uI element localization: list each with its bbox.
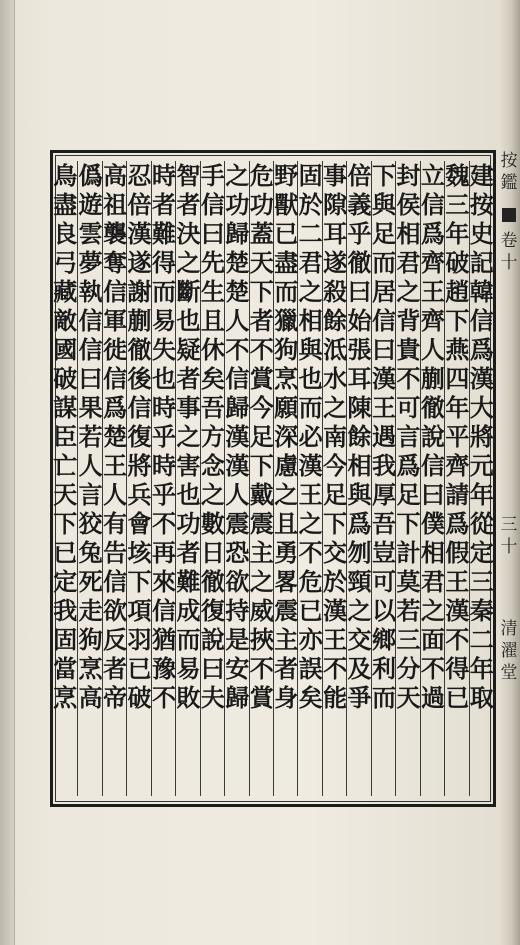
- text-column: [102, 161, 127, 796]
- column-text: 立信爲齊王齊人蒯徹說信曰僕相君之面不過: [420, 161, 445, 712]
- center-fold-margin: [498, 150, 520, 807]
- column-text: 高祖襲奪信軍徙信爲楚王人有告信欲反者帝: [103, 161, 128, 712]
- text-column: [77, 161, 102, 796]
- column-text: 鳥盡良弓藏敵國破謀臣亡天下已定我固當烹: [53, 161, 78, 712]
- banxin-title: 按鑑: [500, 151, 518, 193]
- column-text: 僞遊雲夢執信信曰果若人言狡兔死走狗烹高: [78, 161, 103, 712]
- text-column: [175, 161, 200, 796]
- column-text: 事隙耳遂殺餘泜水之南今足下交於漢王不能: [323, 161, 348, 712]
- text-column: [224, 161, 249, 796]
- column-text: 之功歸楚楚人不信歸漢漢人震恐欲持是安歸: [225, 161, 250, 712]
- column-text: 固於二君之相與也而必漢王之不危已亦誤矣: [298, 161, 323, 712]
- text-column: [249, 161, 274, 796]
- banxin-leaf-number: 三十: [500, 515, 518, 557]
- text-column: [420, 161, 445, 796]
- column-text: 下與足而居信曰漢王遇我厚吾豈可以鄉利而: [371, 161, 396, 712]
- text-column: [346, 161, 371, 796]
- text-column: [322, 161, 347, 796]
- column-text: 時者難得而易失也時乎時乎不再來信猶豫不: [151, 161, 176, 712]
- column-text: 魏三年破趙下燕四年平齊請爲假王漢不得已: [445, 161, 470, 712]
- left-binding-edge: [0, 0, 15, 945]
- banxin-studio-name: 清濯堂: [500, 619, 518, 683]
- text-column: [53, 161, 77, 796]
- text-column: [151, 161, 176, 796]
- text-column: [297, 161, 322, 796]
- column-text: 建按史記韓信爲漢大將元年從定三秦二年取: [469, 161, 494, 712]
- text-column: [273, 161, 298, 796]
- fishtail-mark: [502, 208, 516, 222]
- column-text: 倍義乎徹曰始張耳陳餘相與爲刎頸之交及爭: [347, 161, 372, 712]
- column-text: 封侯相君之背貴不可言爲足下計莫若三分天: [396, 161, 421, 712]
- column-text: 危功蓋天下者不賞今足下戴震主之威挾不賞: [249, 161, 274, 712]
- column-text: 忍倍漢遂謝蒯徹後信復將兵會垓下項羽已破: [127, 161, 152, 712]
- column-text: 野獸已盡而獵狗烹願深慮之且勇畧震主者身: [274, 161, 299, 712]
- text-column: [126, 161, 151, 796]
- text-column: [444, 161, 469, 796]
- text-column: [469, 161, 494, 796]
- text-frame: [50, 150, 496, 807]
- column-text: 手信曰先生且休矣吾方念之數日徹復說曰夫: [200, 161, 225, 712]
- banxin-volume: 卷十: [500, 231, 518, 273]
- column-text: 智者決之斷也疑者事之害也功者難成而易敗: [176, 161, 201, 712]
- text-column: [200, 161, 225, 796]
- text-column: [395, 161, 420, 796]
- text-column: [371, 161, 396, 796]
